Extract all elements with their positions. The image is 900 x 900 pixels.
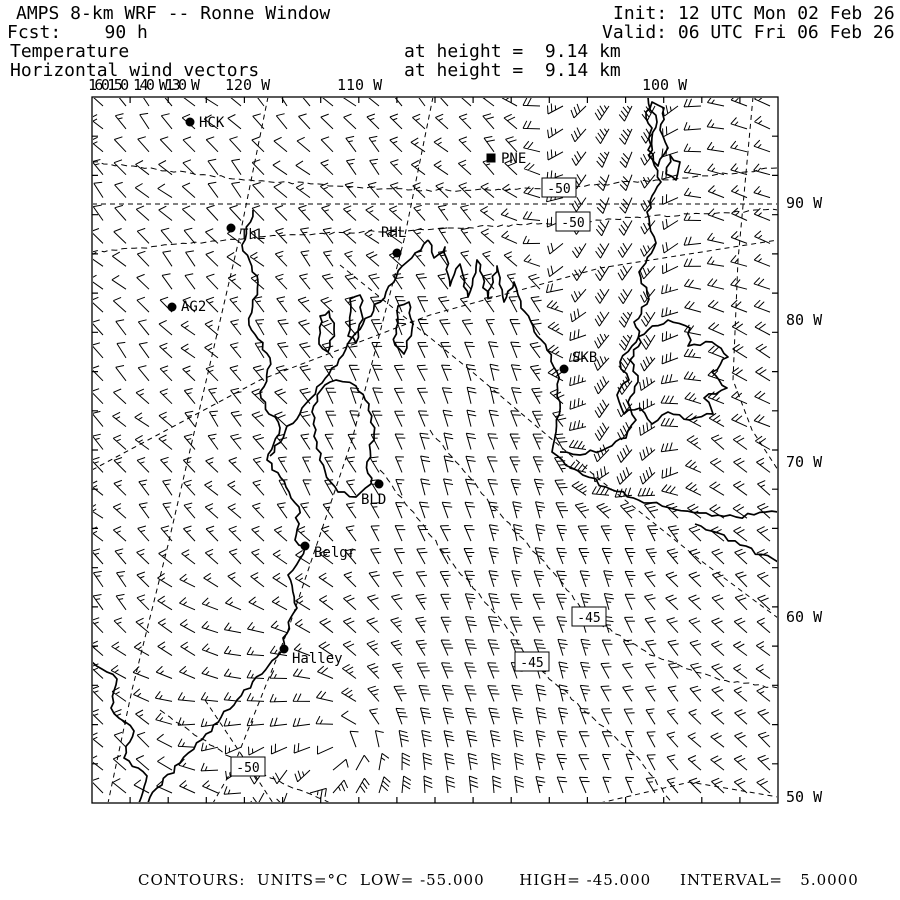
station-label: PNE bbox=[501, 151, 527, 167]
top-axis-label: 160150 140 W130 W bbox=[88, 76, 198, 94]
wind-barbs bbox=[89, 91, 770, 810]
station-label: Halley bbox=[292, 651, 343, 667]
station-label: Belgr bbox=[314, 545, 357, 561]
svg-text:-50: -50 bbox=[547, 182, 571, 197]
contour-info: CONTOURS: UNITS=°C LOW= -55.000 HIGH= -45.000 INTERVAL= 5.0000 bbox=[138, 871, 859, 889]
station-RHL bbox=[381, 225, 406, 258]
field-wind: Horizontal wind vectors bbox=[10, 60, 260, 81]
right-axis-label: 60 W bbox=[786, 608, 823, 626]
station-label: SKB bbox=[572, 350, 598, 366]
contour-label bbox=[515, 652, 549, 671]
svg-text:-45: -45 bbox=[577, 611, 601, 626]
top-axis-label: 110 W bbox=[337, 76, 383, 94]
init-time: Init: 12 UTC Mon 02 Feb 26 bbox=[613, 3, 895, 24]
top-axis-label: 100 W bbox=[642, 76, 688, 94]
station-label: ThL bbox=[240, 227, 266, 243]
right-axis-label: 80 W bbox=[786, 311, 823, 329]
right-axis-label: 70 W bbox=[786, 453, 823, 471]
station-Belgr bbox=[301, 542, 357, 562]
station-label: RHL bbox=[381, 225, 407, 241]
station-label: HCK bbox=[199, 115, 225, 131]
forecast-hour: Fcst: 90 h bbox=[7, 22, 148, 43]
contour-label bbox=[572, 607, 606, 626]
field-temperature: Temperature bbox=[10, 41, 130, 62]
svg-text:-50: -50 bbox=[236, 761, 260, 776]
plot-title: AMPS 8-km WRF -- Ronne Window bbox=[16, 3, 331, 24]
station-PNE bbox=[487, 151, 527, 167]
svg-text:-50: -50 bbox=[561, 216, 585, 231]
contour-label bbox=[231, 757, 265, 776]
temperature-height: at height = 9.14 km bbox=[404, 41, 621, 62]
svg-text:-45: -45 bbox=[520, 656, 544, 671]
station-label: BLD bbox=[361, 492, 387, 508]
top-axis-label: 120 W bbox=[225, 76, 271, 94]
station-AG2 bbox=[168, 299, 207, 315]
right-axis-label: 50 W bbox=[786, 788, 823, 806]
contour-label bbox=[556, 212, 590, 231]
station-SKB bbox=[560, 350, 598, 374]
station-Halley bbox=[280, 645, 343, 668]
right-axis-label: 90 W bbox=[786, 194, 823, 212]
station-ThL bbox=[227, 224, 266, 244]
contour-label bbox=[542, 178, 576, 197]
wind-height: at height = 9.14 km bbox=[404, 60, 621, 81]
station-label: AG2 bbox=[181, 299, 207, 315]
station-HCK bbox=[186, 115, 225, 131]
valid-time: Valid: 06 UTC Fri 06 Feb 26 bbox=[602, 22, 895, 43]
